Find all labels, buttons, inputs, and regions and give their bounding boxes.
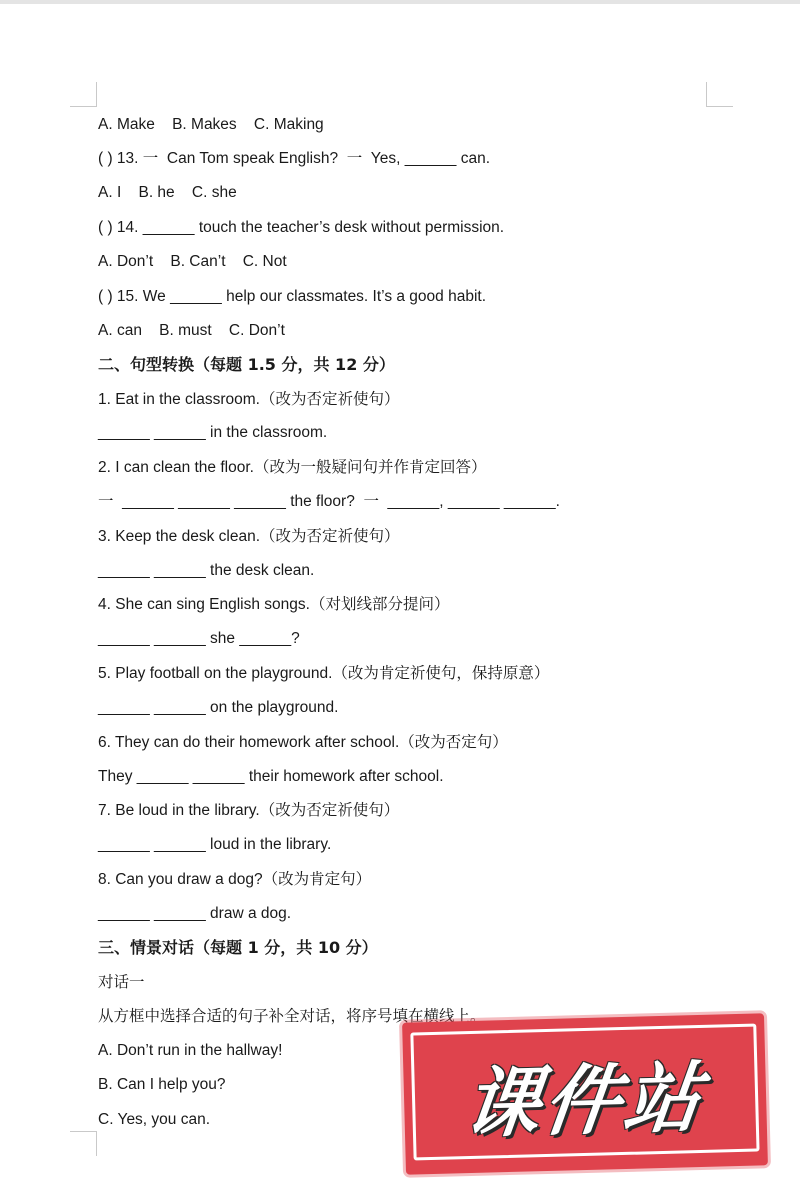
answer-line: ______ ______ she ______? (98, 630, 300, 647)
transform-question-4: 4. She can sing English songs.（对划线部分提问） (98, 596, 450, 613)
option-line: A. can B. must C. Don’t (98, 322, 285, 339)
section-heading-2: 二、句型转换（每题 1.5 分，共 12 分） (98, 355, 395, 374)
answer-line: 一 ______ ______ ______ the floor? 一 ______, ______ ______. (98, 493, 560, 510)
transform-question-7: 7. Be loud in the library.（改为否定祈使句） (98, 802, 400, 819)
dialogue-option-c: C. Yes, you can. (98, 1111, 211, 1128)
watermark-text: 课件站 (459, 1052, 710, 1148)
option-line: A. Make B. Makes C. Making (98, 116, 324, 133)
option-line: A. Don’t B. Can’t C. Not (98, 253, 287, 270)
answer-line: ______ ______ on the playground. (98, 699, 339, 716)
question-13: ( ) 13. 一 Can Tom speak English? 一 Yes, ______ can. (98, 150, 491, 167)
margin-mark-bottom-left (70, 1131, 97, 1156)
top-bar (0, 0, 800, 4)
dialogue-option-b: B. Can I help you? (98, 1076, 226, 1093)
answer-line: ______ ______ draw a dog. (98, 905, 292, 922)
transform-question-6: 6. They can do their homework after school.（改为否定句） (98, 734, 508, 751)
transform-question-8: 8. Can you draw a dog?（改为肯定句） (98, 871, 372, 888)
section-heading-3: 三、情景对话（每题 1 分，共 10 分） (98, 938, 378, 957)
transform-question-5: 5. Play football on the playground.（改为肯定祈使句，保持原意） (98, 665, 550, 682)
question-15: ( ) 15. We ______ help our classmates. It’s a good habit. (98, 288, 487, 305)
answer-line: ______ ______ in the classroom. (98, 424, 328, 441)
transform-question-2: 2. I can clean the floor.（改为一般疑问句并作肯定回答） (98, 459, 487, 476)
dialogue-title: 对话一 (98, 974, 145, 991)
watermark-stamp (402, 1013, 768, 1174)
margin-mark-top-left (70, 82, 97, 107)
answer-line: ______ ______ the desk clean. (98, 562, 315, 579)
transform-question-3: 3. Keep the desk clean.（改为否定祈使句） (98, 528, 400, 545)
dialogue-option-a: A. Don’t run in the hallway! (98, 1042, 283, 1059)
dialogue-instruction: 从方框中选择合适的句子补全对话，将序号填在横线上。 (98, 1008, 486, 1025)
transform-question-1: 1. Eat in the classroom.（改为否定祈使句） (98, 391, 400, 408)
answer-line: They ______ ______ their homework after school. (98, 768, 444, 785)
answer-line: ______ ______ loud in the library. (98, 836, 332, 853)
question-14: ( ) 14. ______ touch the teacher’s desk without permission. (98, 219, 505, 236)
margin-mark-top-right (706, 82, 733, 107)
option-line: A. I B. he C. she (98, 184, 237, 201)
